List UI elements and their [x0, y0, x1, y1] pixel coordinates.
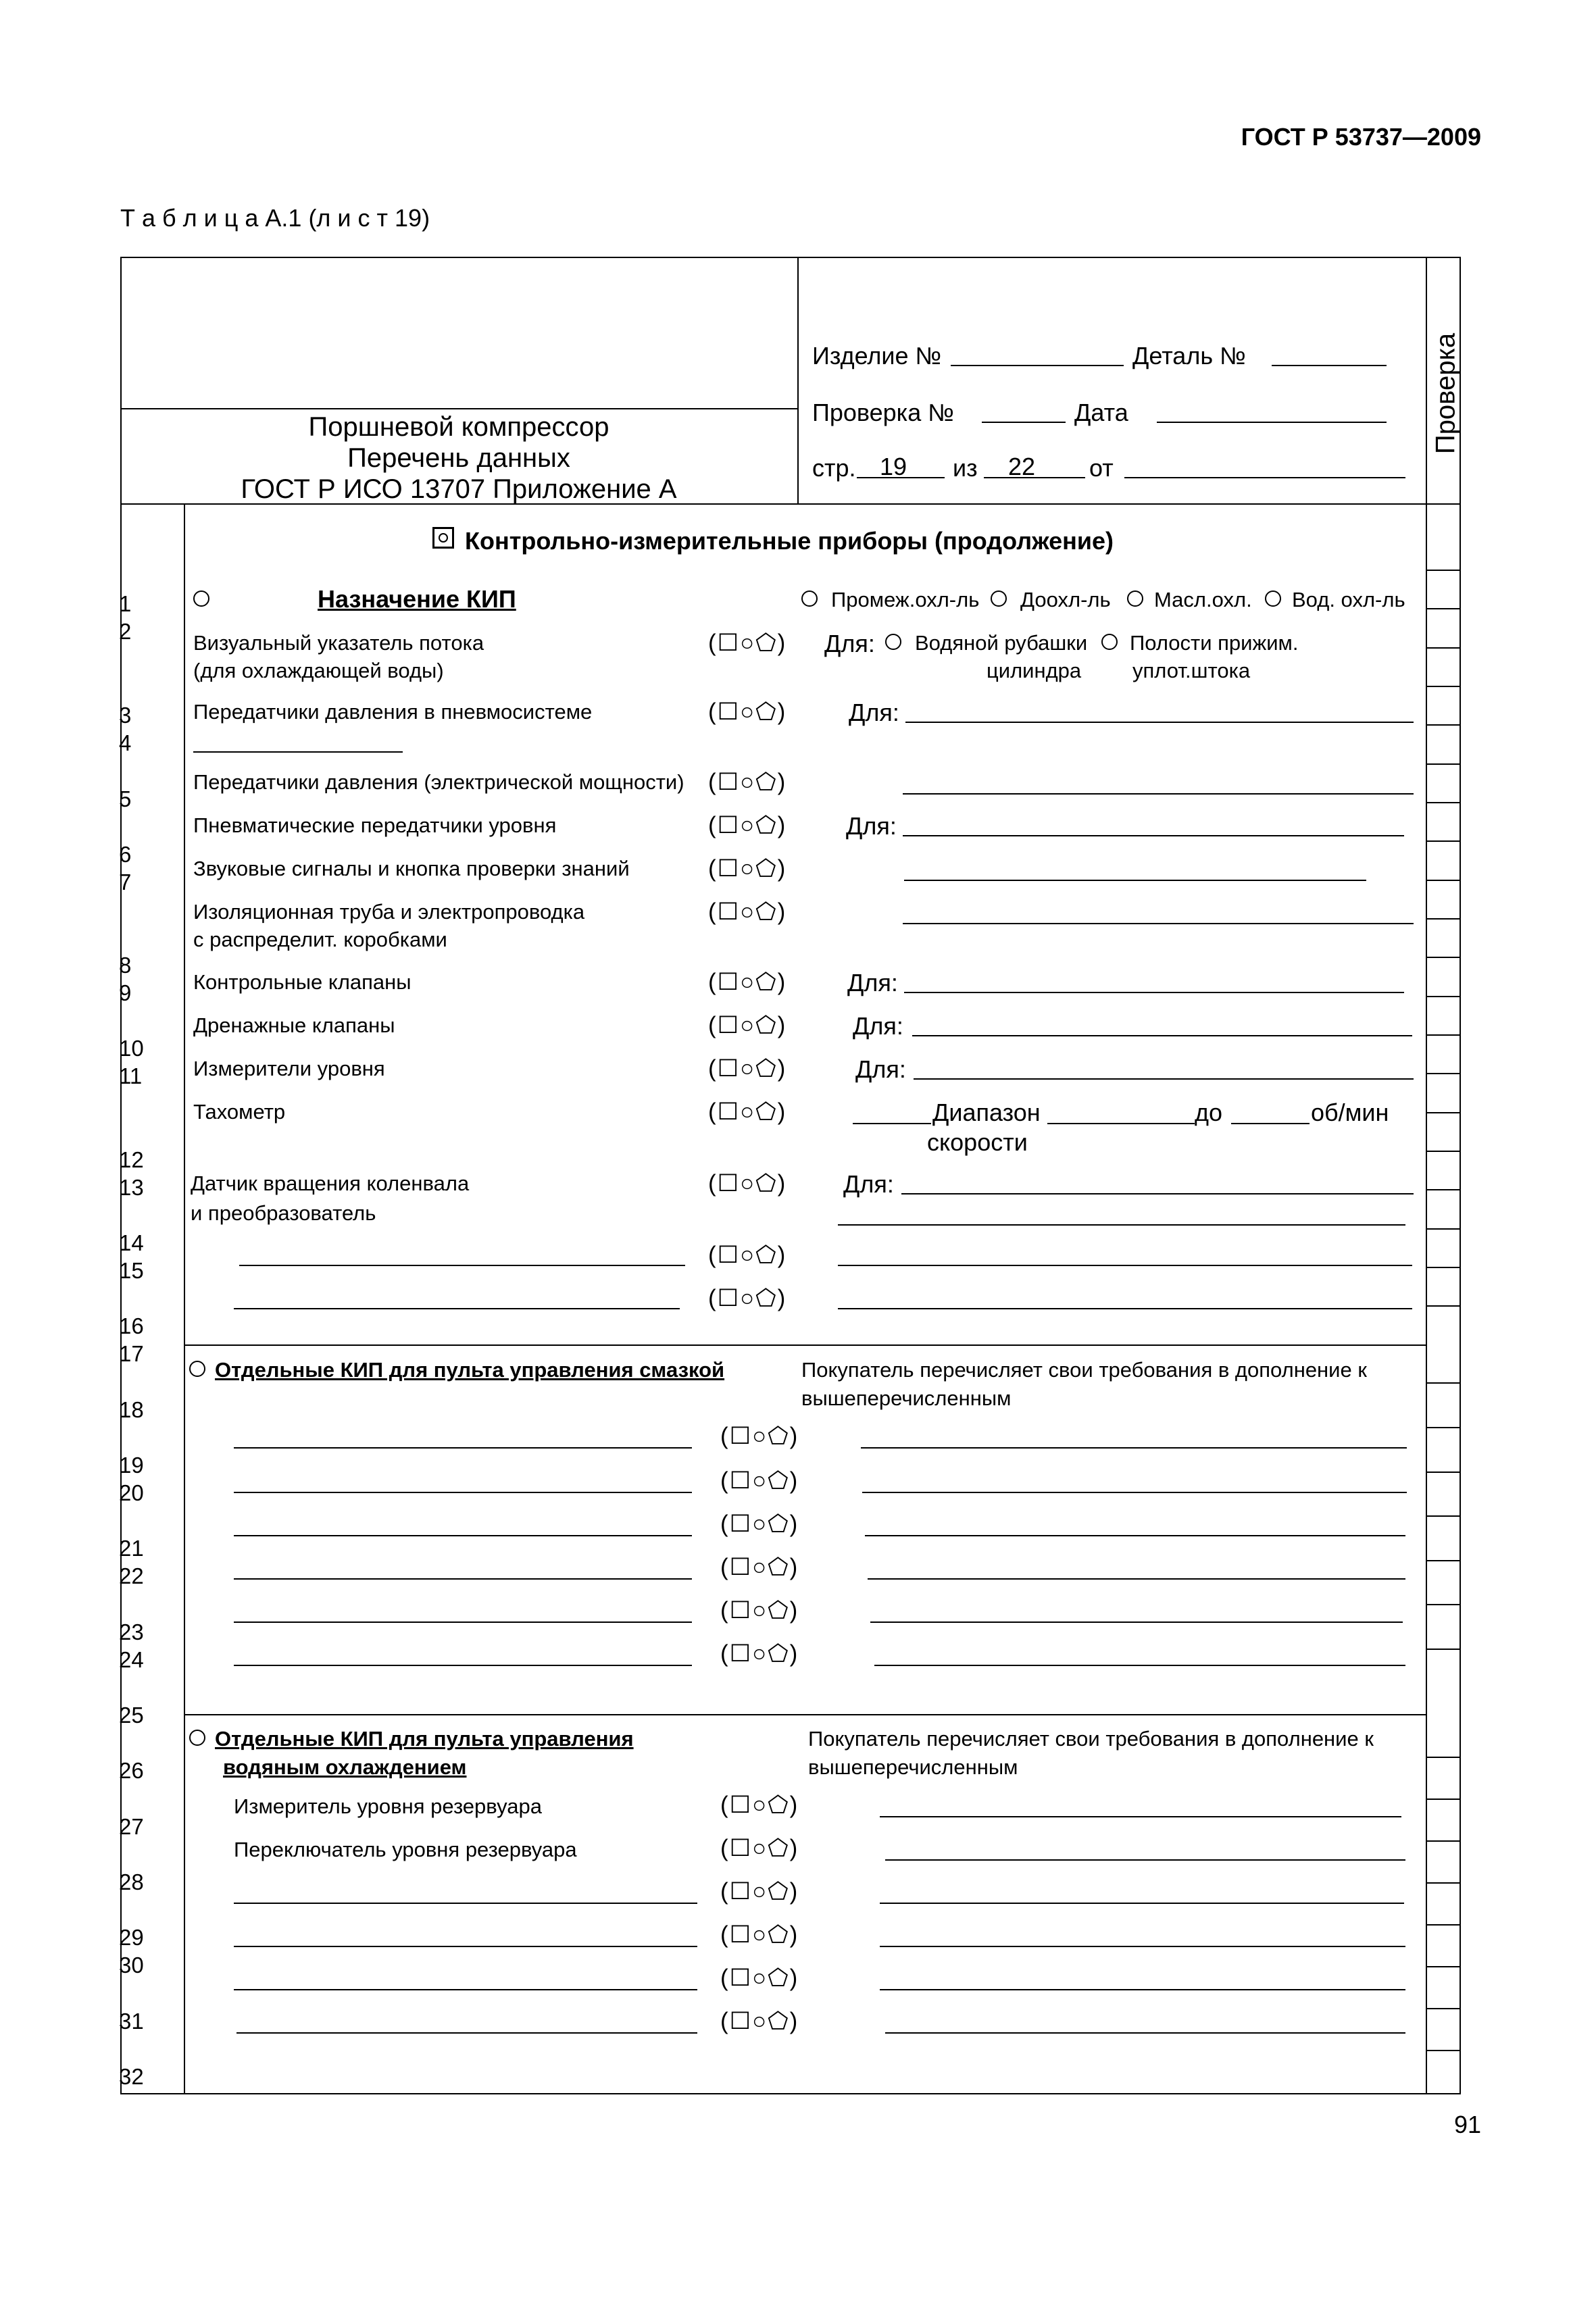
rownum-column-divider [184, 503, 185, 2094]
section1-checkbox[interactable] [432, 527, 454, 549]
row-number: 5 [119, 786, 132, 811]
section3-title-line2: водяным охлаждением [223, 1755, 467, 1779]
item-label-line2: (для охлаждающей воды) [193, 659, 444, 682]
row-number: 21 [119, 1536, 144, 1561]
title-divider [120, 408, 797, 409]
section3-title: Отдельные КИП для пульта управления [215, 1727, 634, 1751]
row-number: 20 [119, 1480, 144, 1505]
data-field[interactable] [1157, 422, 1387, 423]
row-number: 1 [119, 591, 132, 616]
standard-number: ГОСТ Р 53737—2009 [1241, 123, 1481, 151]
page-field-line [857, 477, 945, 478]
blank-field[interactable] [234, 1447, 692, 1449]
item-label: Измеритель уровня резервуара [234, 1794, 542, 1818]
range-from-field[interactable] [1047, 1123, 1195, 1124]
page-value: 19 [880, 453, 907, 480]
mark-set[interactable]: (☐○⬠) [720, 1554, 799, 1580]
mark-set[interactable]: (☐○⬠) [708, 812, 787, 838]
mark-set[interactable]: (☐○⬠) [720, 1965, 799, 1991]
item-label: Дренажные клапаны [193, 1013, 395, 1037]
from-field[interactable] [1124, 477, 1405, 478]
frame-right [1460, 257, 1461, 2094]
item-label: Контрольные клапаны [193, 970, 412, 994]
title-line2: Перечень данных [347, 443, 570, 473]
option-oilcooler: Масл.охл. [1154, 588, 1252, 611]
option-intercooler: Промеж.охл-ль [831, 588, 980, 611]
blank-field[interactable] [885, 2032, 1405, 2034]
row-number: 27 [119, 1814, 144, 1839]
blank-field[interactable] [236, 2032, 697, 2034]
row-number: 28 [119, 1869, 144, 1894]
section3-note-line2: вышеперечисленным [808, 1755, 1018, 1779]
for-field[interactable] [903, 793, 1414, 795]
row-number: 8 [119, 953, 132, 978]
blank-field[interactable] [838, 1265, 1412, 1266]
row-number: 22 [119, 1563, 144, 1588]
blank-field[interactable] [838, 1308, 1412, 1309]
mark-set[interactable]: (☐○⬠) [708, 1099, 787, 1125]
of-field-line [984, 477, 1085, 478]
blank-field[interactable] [234, 1621, 692, 1623]
blank-field[interactable] [234, 1989, 697, 1990]
table-caption: Т а б л и ц а А.1 (л и с т 19) [120, 204, 430, 232]
for-field[interactable] [904, 992, 1404, 993]
mark-set[interactable]: (☐○⬠) [720, 1878, 799, 1905]
blank-field[interactable] [862, 1492, 1407, 1493]
section2-note: Покупатель перечисляет свои требования в дополнение к [801, 1358, 1367, 1382]
row-number: 14 [119, 1230, 144, 1255]
row-number: 26 [119, 1758, 144, 1783]
purpose-radio[interactable] [193, 590, 209, 607]
mark-set[interactable]: (☐○⬠) [708, 699, 787, 725]
row-number: 16 [119, 1313, 144, 1338]
item-label: Переключатель уровня резервуара [234, 1838, 577, 1861]
mark-set[interactable]: (☐○⬠) [708, 1242, 787, 1268]
blank-field[interactable] [880, 1989, 1405, 1990]
row-number: 23 [119, 1619, 144, 1644]
section3-top [184, 1714, 1426, 1715]
section3-note: Покупатель перечисляет свои требования в дополнение к [808, 1727, 1374, 1751]
blank-field[interactable] [234, 1535, 692, 1536]
page-label: стр. [812, 454, 856, 482]
item-label: Передатчики давления (электрической мощности) [193, 770, 684, 794]
mark-set[interactable]: (☐○⬠) [708, 1055, 787, 1082]
for-label: Для: [824, 630, 875, 657]
for-field[interactable] [905, 722, 1414, 723]
for-field[interactable] [912, 1035, 1412, 1036]
mark-set[interactable]: (☐○⬠) [708, 899, 787, 925]
title-line1: Поршневой компрессор [308, 412, 609, 442]
section2-note-line2: вышеперечисленным [801, 1386, 1012, 1410]
for-field[interactable] [903, 835, 1404, 836]
mark-set[interactable]: (☐○⬠) [720, 1467, 799, 1494]
blank-field[interactable] [234, 1946, 697, 1947]
for-field[interactable] [914, 1078, 1414, 1080]
detal-label: Деталь № [1132, 342, 1246, 370]
blank-field[interactable] [234, 1308, 680, 1309]
radio-icon [439, 533, 448, 543]
row-number: 30 [119, 1953, 144, 1978]
row-number: 29 [119, 1925, 144, 1950]
item-label: Изоляционная труба и электропроводка [193, 900, 585, 924]
row-number: 24 [119, 1647, 144, 1672]
rod-option-line2: уплот.штока [1132, 659, 1251, 682]
item-label: Измерители уровня [193, 1057, 385, 1080]
item-label: Тахометр [193, 1100, 286, 1124]
purpose-label: Назначение КИП [318, 585, 516, 613]
mark-set[interactable]: (☐○⬠) [720, 1835, 799, 1861]
row-number: 13 [119, 1175, 144, 1200]
row-number: 4 [119, 730, 132, 755]
row-number: 7 [119, 870, 132, 895]
blank-field[interactable] [193, 751, 403, 753]
section1-title: Контрольно-измерительные приборы (продолжение) [465, 527, 1114, 555]
row-number: 12 [119, 1147, 144, 1172]
mark-set[interactable]: (☐○⬠) [708, 769, 787, 795]
rod-radio[interactable] [1101, 634, 1118, 650]
range-label: Диапазон [932, 1099, 1041, 1126]
tachometer-prefix-field[interactable] [853, 1123, 931, 1124]
data-label: Дата [1074, 399, 1128, 426]
blank-field[interactable] [234, 1492, 692, 1493]
item-label: Передатчики давления в пневмосистеме [193, 700, 593, 724]
for-label: Для: [846, 812, 897, 840]
blank-field[interactable] [880, 1946, 1405, 1947]
mark-set[interactable]: (☐○⬠) [720, 1423, 799, 1449]
range-label-line2: скорости [927, 1128, 1028, 1156]
page-number: 91 [1453, 2111, 1481, 2138]
row-number: 18 [119, 1397, 144, 1422]
for-field[interactable] [901, 1193, 1414, 1194]
section2-top [184, 1344, 1426, 1346]
blank-field[interactable] [870, 1621, 1403, 1623]
blank-field[interactable] [868, 1578, 1405, 1580]
mark-set[interactable]: (☐○⬠) [708, 969, 787, 995]
range-to-field[interactable] [1231, 1123, 1310, 1124]
mark-set[interactable]: (☐○⬠) [720, 1597, 799, 1624]
proverka-field[interactable] [982, 422, 1066, 423]
mark-set[interactable]: (☐○⬠) [720, 1511, 799, 1537]
row-number: 31 [119, 2009, 144, 2034]
section2-title: Отдельные КИП для пульта управления смазкой [215, 1358, 725, 1382]
mark-set[interactable]: (☐○⬠) [720, 1640, 799, 1667]
mark-set[interactable]: (☐○⬠) [708, 1012, 787, 1038]
blank-field[interactable] [234, 1903, 697, 1904]
for-label: Для: [847, 969, 898, 997]
frame-bottom [120, 2093, 1460, 2094]
row-number: 15 [119, 1258, 144, 1283]
for-label: Для: [853, 1012, 903, 1040]
row-number: 11 [119, 1063, 143, 1088]
mark-set[interactable]: (☐○⬠) [708, 1285, 787, 1311]
izdelie-field[interactable] [951, 365, 1124, 366]
rod-option: Полости прижим. [1130, 631, 1299, 655]
unit-label: об/мин [1311, 1099, 1389, 1126]
for-field-continuation[interactable] [838, 1224, 1405, 1226]
from-label: от [1089, 454, 1114, 482]
row-number: 10 [119, 1036, 144, 1061]
detal-field[interactable] [1272, 365, 1387, 366]
title-line3: ГОСТ Р ИСО 13707 Приложение А [241, 474, 677, 504]
option-oilcooler-radio[interactable] [1127, 590, 1143, 607]
check-column-divider [1426, 257, 1427, 2094]
blank-field[interactable] [234, 1665, 692, 1666]
for-label: Для: [849, 699, 899, 726]
section3-radio[interactable] [189, 1730, 205, 1746]
blank-field[interactable] [861, 1447, 1407, 1449]
option-aftercooler-radio[interactable] [991, 590, 1007, 607]
jacket-radio[interactable] [885, 634, 901, 650]
row-number: 25 [119, 1703, 144, 1728]
of-value: 22 [1008, 453, 1036, 480]
row-number: 6 [119, 842, 132, 867]
for-field[interactable] [904, 880, 1366, 881]
proverka-label: Проверка № [812, 399, 954, 426]
section2-radio[interactable] [189, 1361, 205, 1377]
item-label: Пневматические передатчики уровня [193, 813, 557, 837]
row-number: 2 [119, 619, 132, 644]
for-field[interactable] [903, 923, 1414, 924]
for-label: Для: [855, 1055, 906, 1083]
header-divider [797, 257, 799, 504]
option-watercooler-radio[interactable] [1265, 590, 1281, 607]
row-number: 3 [119, 703, 132, 728]
item-label-line2: с распределит. коробками [193, 928, 447, 951]
row-number: 32 [119, 2064, 144, 2089]
mark-set[interactable]: (☐○⬠) [708, 1170, 787, 1197]
proverka-vertical: Проверка [1430, 332, 1461, 455]
blank-field[interactable] [874, 1665, 1405, 1666]
item-label: Датчик вращения коленвала [191, 1172, 470, 1195]
mark-set[interactable]: (☐○⬠) [720, 2008, 799, 2034]
row-number: 19 [119, 1453, 144, 1478]
blank-field[interactable] [880, 1816, 1401, 1817]
of-label: из [953, 454, 978, 482]
item-label-line2: и преобразователь [191, 1201, 376, 1225]
mark-set[interactable]: (☐○⬠) [720, 1921, 799, 1948]
item-label: Визуальный указатель потока [193, 631, 484, 655]
frame-top [120, 257, 1460, 258]
mark-set[interactable]: (☐○⬠) [720, 1792, 799, 1818]
item-label: Звуковые сигналы и кнопка проверки знаний [193, 857, 630, 880]
row-number: 9 [119, 980, 132, 1005]
blank-field[interactable] [239, 1265, 685, 1266]
to-label: до [1195, 1099, 1223, 1126]
blank-field[interactable] [234, 1578, 692, 1580]
jacket-option: Водяной рубашки [915, 631, 1088, 655]
option-aftercooler: Доохл-ль [1020, 588, 1111, 611]
jacket-option-line2: цилиндра [987, 659, 1082, 682]
option-watercooler: Вод. охл-ль [1292, 588, 1405, 611]
option-intercooler-radio[interactable] [801, 590, 818, 607]
mark-set[interactable]: (☐○⬠) [708, 855, 787, 882]
izdelie-label: Изделие № [812, 342, 942, 370]
blank-field[interactable] [865, 1535, 1405, 1536]
row-number: 17 [119, 1341, 144, 1366]
for-label: Для: [843, 1170, 894, 1198]
blank-field[interactable] [885, 1859, 1405, 1861]
blank-field[interactable] [880, 1903, 1404, 1904]
mark-set[interactable]: (☐○⬠) [708, 630, 787, 656]
